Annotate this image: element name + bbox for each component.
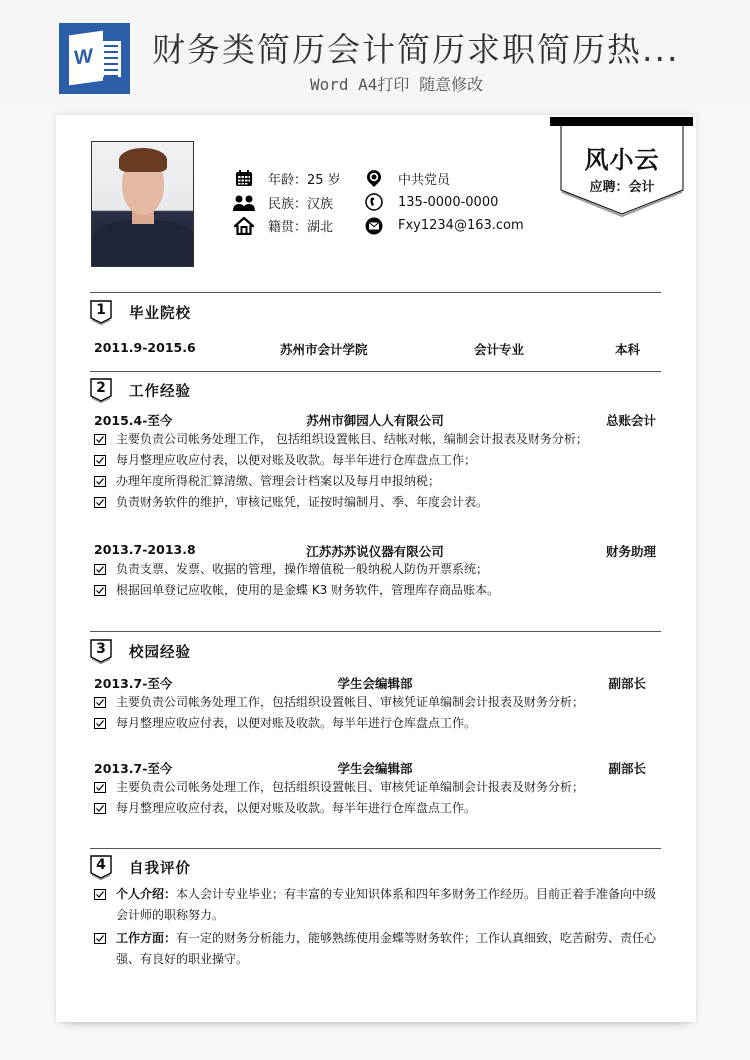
word-icon [59,23,130,94]
checkbox-icon [94,933,106,944]
section-title: 校园经验 [129,644,191,661]
checkbox-icon [94,889,106,900]
info-age: 年龄：25 岁 [232,167,341,191]
document-subtitle: Word A4打印 随意修改 [310,75,484,94]
list-item: 主要负责公司帐务处理工作， 包括组织设置帐目、结帐对帐，编制会计报表及财务分析； [94,429,588,450]
list-item: 每月整理应收应付表，以便对账及收款。每半年进行仓库盘点工作。 [94,713,476,734]
divider [90,848,661,849]
section-number-badge: 1 [90,300,112,324]
home-icon [232,217,256,235]
section-number-badge: 3 [90,639,112,663]
list-item: 每月整理应收应付表，以便对账及收款。每半年进行仓库盘点工作； [94,450,476,471]
document-title: 财务类简历会计简历求职简历热... [152,30,680,69]
info-phone: 135-0000-0000 [362,191,524,215]
document-banner [0,0,750,110]
list-item: 根据回单登记应收帐，使用的是金蝶 K3 财务软件，管理库存商品账本。 [94,580,499,601]
list-item: 每月整理应收应付表，以便对账及收款。每半年进行仓库盘点工作。 [94,798,476,819]
job-target: 应聘：会计 [589,180,655,195]
self-eval-intro: 个人介绍：本人会计专业毕业；有丰富的专业知识体系和四年多财务工作经历。目前正着手准备向中级会计师的职称努力。 [94,884,660,926]
section-number-badge: 2 [90,378,112,402]
list-item: 负责财务软件的维护，审核记账凭，证按时编制月、季、年度会计表。 [94,492,488,513]
checkbox-icon [94,455,106,466]
divider [90,371,661,372]
section-title: 工作经验 [129,383,191,400]
info-ethnicity: 民族：汉族 [232,191,341,215]
resume-page: 年龄：25 岁 民族：汉族 籍贯：湖北 中共党员 135-0000-0000 Fxy1234@163.com 风小云 应聘：会计 1 毕业院校 2011.9-2015.6 苏州市会计学院 会计专业 本科 2 工作经验 2015.4-至今 苏州市御园人人有限公司 总账会计 主要负责公司帐务处理工作， 包括组织设置帐目、结帐对帐，编制会计报表及财务分析； 每月整理应收应付表，以便对账及收款。每半年进行仓库盘点工作； 办理年度所得税汇算清缴、管理会计档案以及每月申报纳税； 负责财务软件的维护，审核记账凭，证按时编制月、季、年度会计表。 2013.7-2013.8 江苏苏苏说仪器有限公司 财务助理 负责支票、发票、收据的管理，操作增值税一般纳税人防伪开票系统； 根据回单登记应收帐，使用的是金蝶 K3 财务软件，管理库存商品账本。 3 校园经验 2013.7-至今 学生会编辑部 副部长 主要负责公司帐务处理工作，包括组织设置帐目、审核凭证单编制会计报表及财务分析； 每月整理应收应付表，以便对账及收款。每半年进行仓库盘点工作。 2013.7-至今 学生会编辑部 副部长 主要负责公司帐务处理工作，包括组织设置帐目、审核凭证单编制会计报表及财务分析； 每月整理应收应付表，以便对账及收款。每半年进行仓库盘点工作。 4 自我评价 个人介绍：本人会计专业毕业；有丰富的专业知识体系和四年多财务工作经历。目前正着手准备向中级会计师的职称努力。 工作方面：有一定的财务分析能力，能够熟练使用金蝶等财务软件；工作认真细致，吃苦耐劳、责任心强、有良好的职业操守。 [56,115,696,1022]
phone-icon [362,193,386,211]
personal-info-left [232,167,341,238]
location-pin-icon [362,170,386,188]
checkbox-icon [94,476,106,487]
checkbox-icon [94,585,106,596]
word-letter: W [74,45,93,70]
checkbox-icon [94,564,106,575]
list-item: 负责支票、发票、收据的管理，操作增值税一般纳税人防伪开票系统； [94,559,488,580]
checkbox-icon [94,718,106,729]
checkbox-icon [94,497,106,508]
profile-photo [91,141,194,267]
checkbox-icon [94,782,106,793]
info-hometown: 籍贯：湖北 [232,214,341,238]
people-icon [232,193,256,211]
name-badge [559,126,685,216]
list-item: 办理年度所得税汇算清缴、管理会计档案以及每月申报纳税； [94,471,440,492]
name-badge-bar [550,117,693,126]
section-title: 自我评价 [129,860,191,877]
personal-info-right [362,167,524,238]
info-email: Fxy1234@163.com [362,214,524,238]
info-political-status: 中共党员 [362,167,524,191]
divider [90,292,661,293]
candidate-name: 风小云 [584,146,660,174]
checkbox-icon [94,434,106,445]
section-number-badge: 4 [90,855,112,879]
list-item: 主要负责公司帐务处理工作，包括组织设置帐目、审核凭证单编制会计报表及财务分析； [94,777,584,798]
section-title: 毕业院校 [129,305,191,322]
calendar-icon [232,170,256,188]
self-eval-work: 工作方面：有一定的财务分析能力，能够熟练使用金蝶等财务软件；工作认真细致，吃苦耐劳、责任心强、有良好的职业操守。 [94,928,660,970]
checkbox-icon [94,697,106,708]
divider [90,631,661,632]
checkbox-icon [94,803,106,814]
list-item: 主要负责公司帐务处理工作，包括组织设置帐目、审核凭证单编制会计报表及财务分析； [94,692,584,713]
mail-icon [362,217,386,235]
